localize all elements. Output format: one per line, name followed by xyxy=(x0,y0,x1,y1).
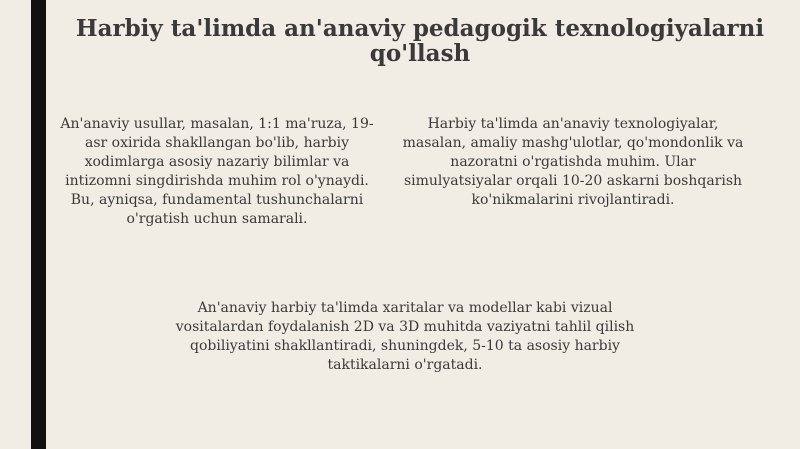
paragraph-bottom: An'anaviy harbiy ta'limda xaritalar va modellar kabi vizual vositalardan foydalanish 2D va 3D muhitda vaziyatni tahlil qilish qobiliyatini shakllantiradi, shuningdek, 5-10 ta asosiy harbiy taktikalarni o'rgatadi. xyxy=(175,300,635,373)
accent-bar xyxy=(31,0,46,449)
paragraph-left: An'anaviy usullar, masalan, 1:1 ma'ruza, 19-asr oxirida shakllangan bo'lib, harbiy xodimlarga asosiy nazariy bilimlar va intizomni singdirishda muhim rol o'ynaydi. Bu, ayniqsa, fundamental tushunchalarni o'rgatish uchun samarali. xyxy=(60,116,374,227)
paragraph-right: Harbiy ta'limda an'anaviy texnologiyalar, masalan, amaliy mashg'ulotlar, qo'mondonlik va nazoratni o'rgatishda muhim. Ular simulyatsiyalar orqali 10-20 askarni boshqarish ko'nikmalarini rivojlantiradi. xyxy=(402,116,744,208)
slide-title: Harbiy ta'limda an'anaviy pedagogik texnologiyalarni qo'llash xyxy=(75,15,765,67)
